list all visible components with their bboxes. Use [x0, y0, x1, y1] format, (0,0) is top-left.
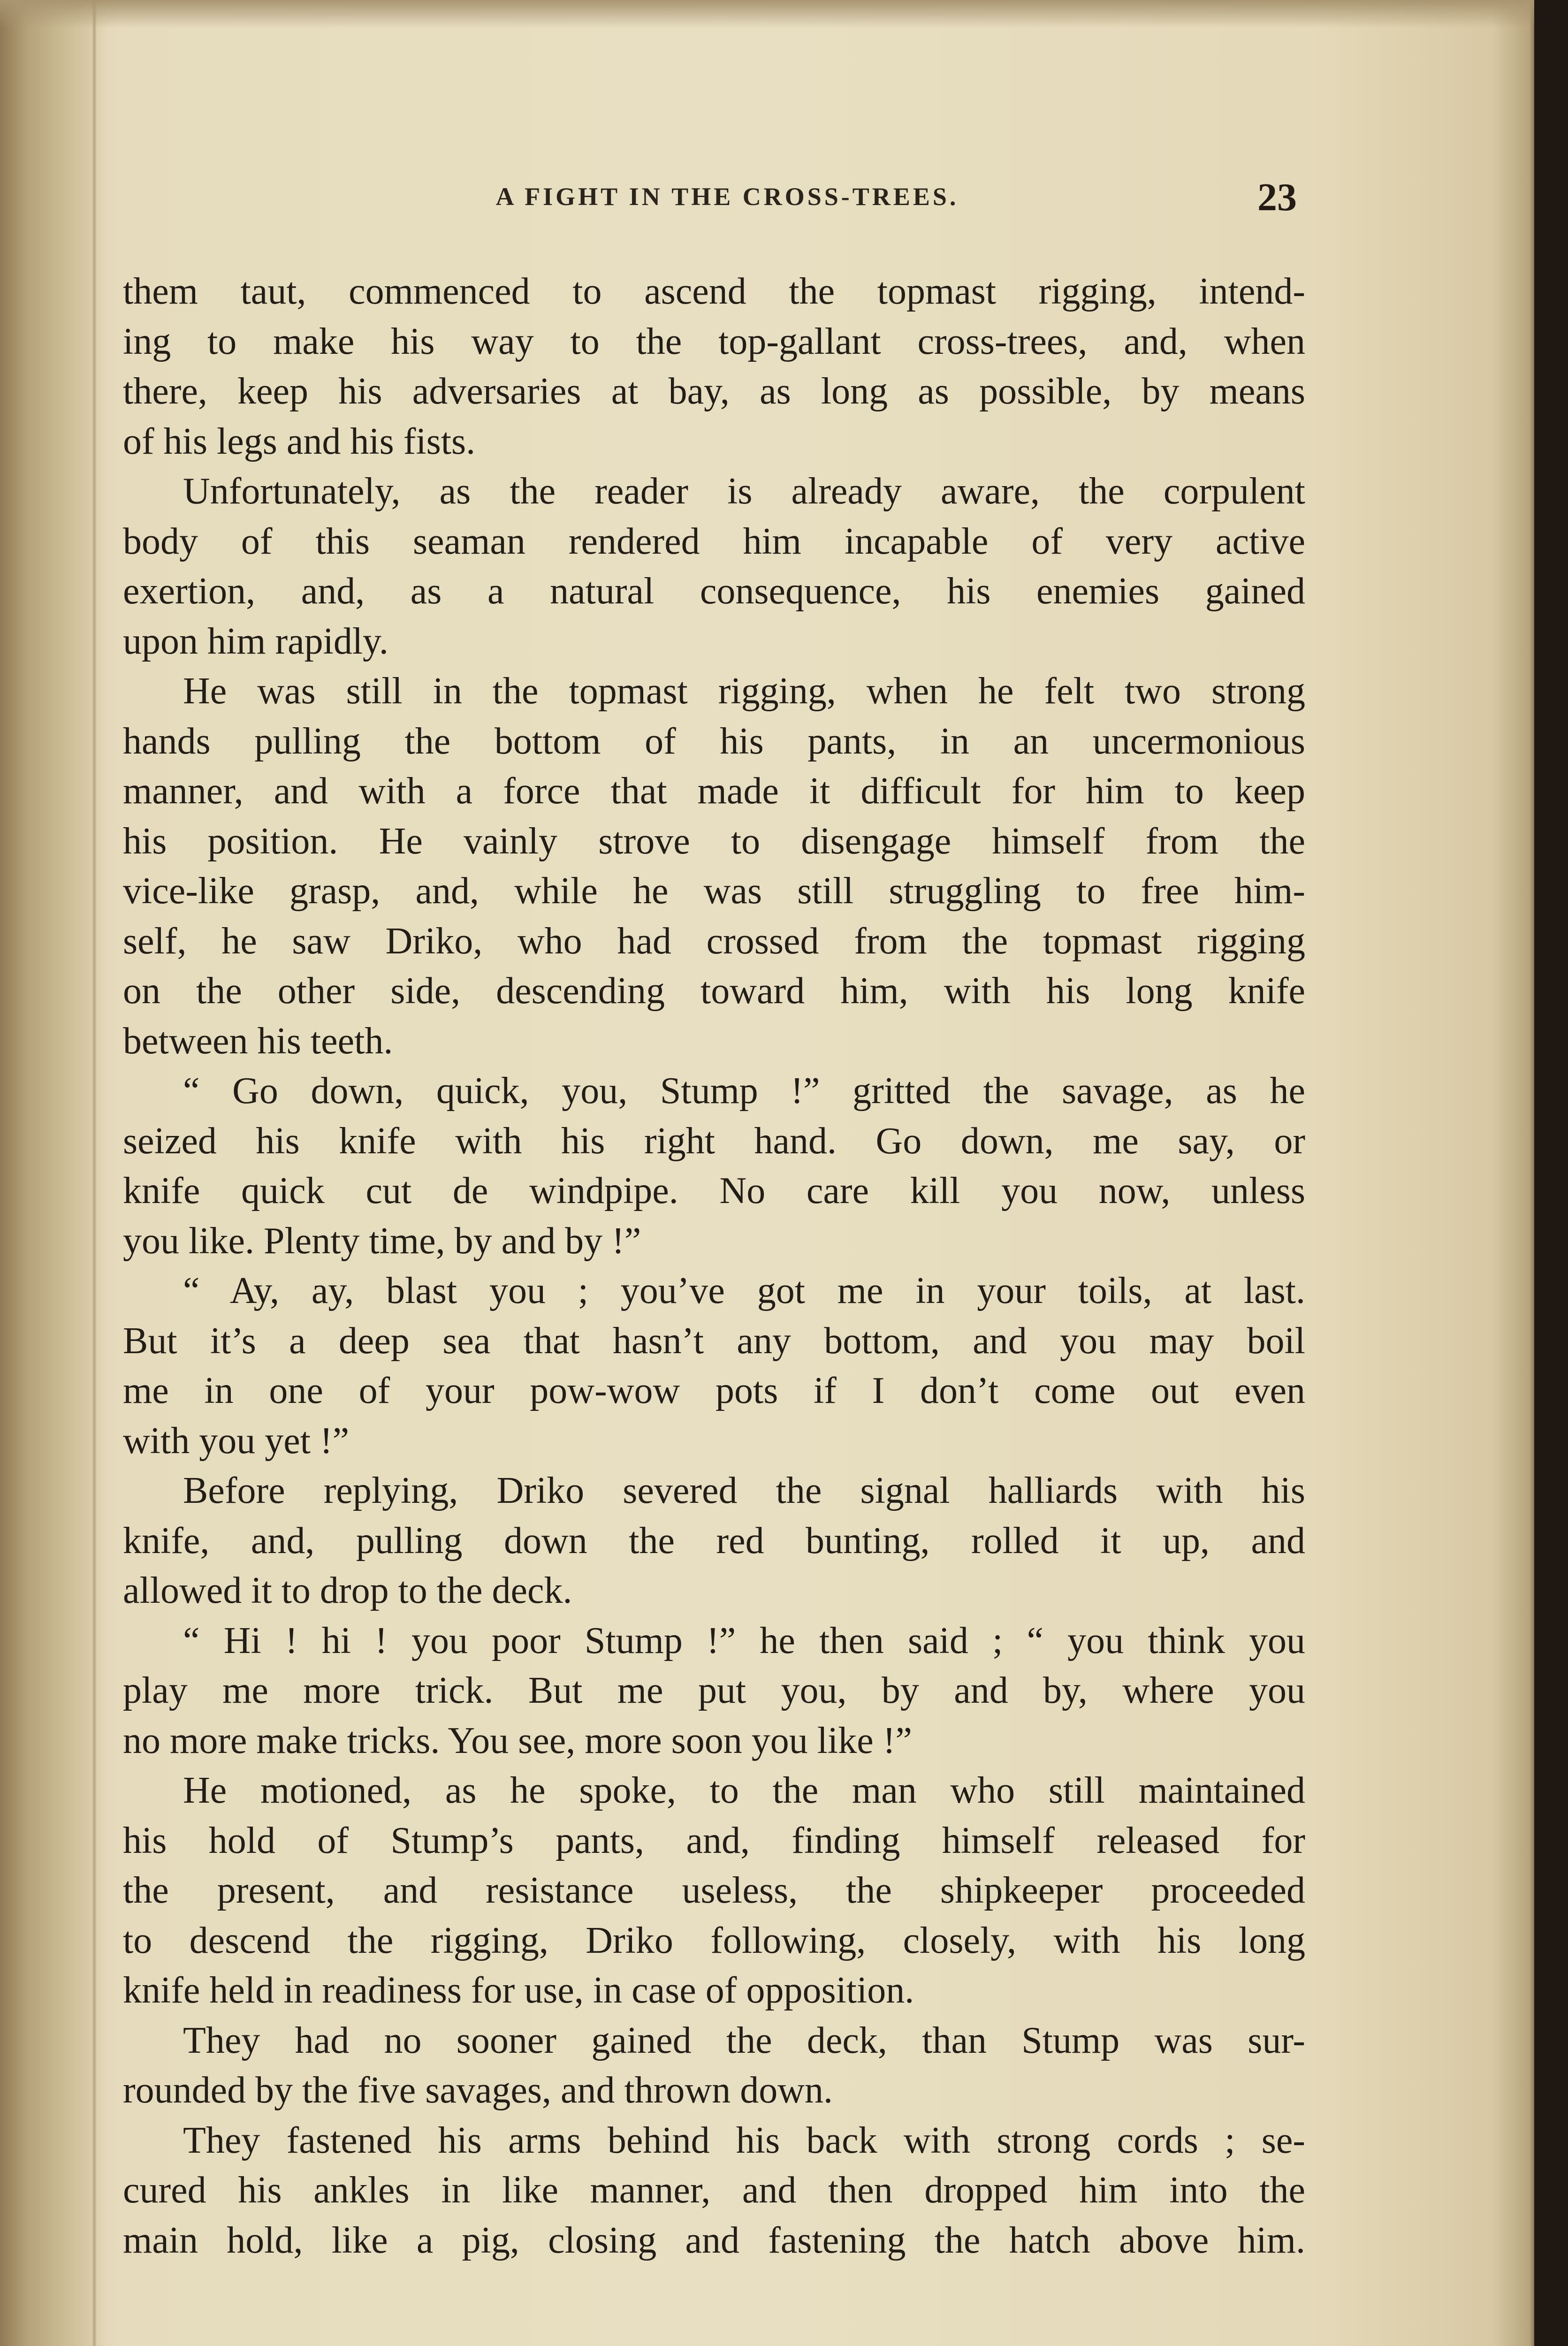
text-line: He was still in the topmast rigging, when he felt two strong [183, 670, 1305, 712]
text-line: them taut, commenced to ascend the topmast rigging, intend- [123, 271, 1305, 312]
text-line: with you yet !” [123, 1420, 350, 1462]
text-line: exertion, and, as a natural consequence, his enemies gained [123, 571, 1305, 612]
page-number: 23 [1257, 175, 1297, 219]
text-line: Before replying, Driko severed the signal halliards with his [183, 1470, 1305, 1511]
text-line: cured his ankles in like manner, and then dropped him into the [123, 2170, 1305, 2211]
text-line: his position. He vainly strove to disengage himself from the [123, 820, 1305, 862]
text-line: the present, and resistance useless, the shipkeeper proceeded [123, 1870, 1305, 1911]
text-line: rounded by the five savages, and thrown down. [123, 2070, 833, 2111]
text-line: knife held in readiness for use, in case of opposition. [123, 1970, 914, 2011]
right-page-edge [1534, 0, 1568, 2346]
text-line: Unfortunately, as the reader is already aware, the corpulent [183, 471, 1305, 512]
text-line: “ Go down, quick, you, Stump !” gritted the savage, as he [183, 1070, 1305, 1112]
body-text [123, 267, 1305, 2265]
top-page-edge [0, 0, 1568, 28]
text-line: They fastened his arms behind his back with strong cords ; se- [183, 2119, 1305, 2161]
text-line: vice-like grasp, and, while he was still struggling to free him- [123, 870, 1305, 912]
text-line: “ Ay, ay, blast you ; you’ve got me in your toils, at last. [183, 1270, 1305, 1311]
text-line: upon him rapidly. [123, 620, 388, 662]
text-line: knife quick cut de windpipe. No care kill you now, unless [123, 1170, 1305, 1211]
text-line: He motioned, as he spoke, to the man who still maintained [183, 1770, 1305, 1811]
text-line: me in one of your pow-wow pots if I don’t come out even [123, 1370, 1305, 1411]
text-line: hands pulling the bottom of his pants, in an uncermonious [123, 720, 1305, 762]
gutter-crease [92, 0, 97, 2346]
running-head: A FIGHT IN THE CROSS-TREES. [495, 183, 959, 211]
text-line: body of this seaman rendered him incapable of very active [123, 520, 1305, 562]
text-line: seized his knife with his right hand. Go down, me say, or [123, 1120, 1305, 1162]
text-line: to descend the rigging, Driko following, closely, with his long [123, 1919, 1305, 1961]
text-line: allowed it to drop to the deck. [123, 1570, 572, 1611]
text-line: manner, and with a force that made it difficult for him to keep [123, 770, 1305, 812]
text-line: between his teeth. [123, 1020, 393, 1062]
text-line: of his legs and his fists. [123, 420, 476, 462]
text-line: his hold of Stump’s pants, and, finding himself released for [123, 1820, 1305, 1861]
text-line: self, he saw Driko, who had crossed from the topmast rigging [123, 920, 1305, 962]
text-line: main hold, like a pig, closing and fastening the hatch above him. [123, 2219, 1305, 2261]
text-line: there, keep his adversaries at bay, as long as possible, by means [123, 371, 1305, 412]
text-line: on the other side, descending toward him, with his long knife [123, 970, 1305, 1012]
text-line: no more make tricks. You see, more soon you like !” [123, 1720, 912, 1761]
text-line: ing to make his way to the top-gallant cross-trees, and, when [123, 320, 1305, 362]
text-line: “ Hi ! hi ! you poor Stump !” he then said ; “ you think you [183, 1620, 1305, 1661]
text-line: But it’s a deep sea that hasn’t any bottom, and you may boil [123, 1320, 1305, 1362]
text-line: knife, and, pulling down the red bunting, rolled it up, and [123, 1520, 1305, 1561]
text-line: They had no sooner gained the deck, than Stump was sur- [183, 2019, 1305, 2061]
text-line: play me more trick. But me put you, by and by, where you [123, 1670, 1305, 1711]
text-line: you like. Plenty time, by and by !” [123, 1220, 641, 1262]
